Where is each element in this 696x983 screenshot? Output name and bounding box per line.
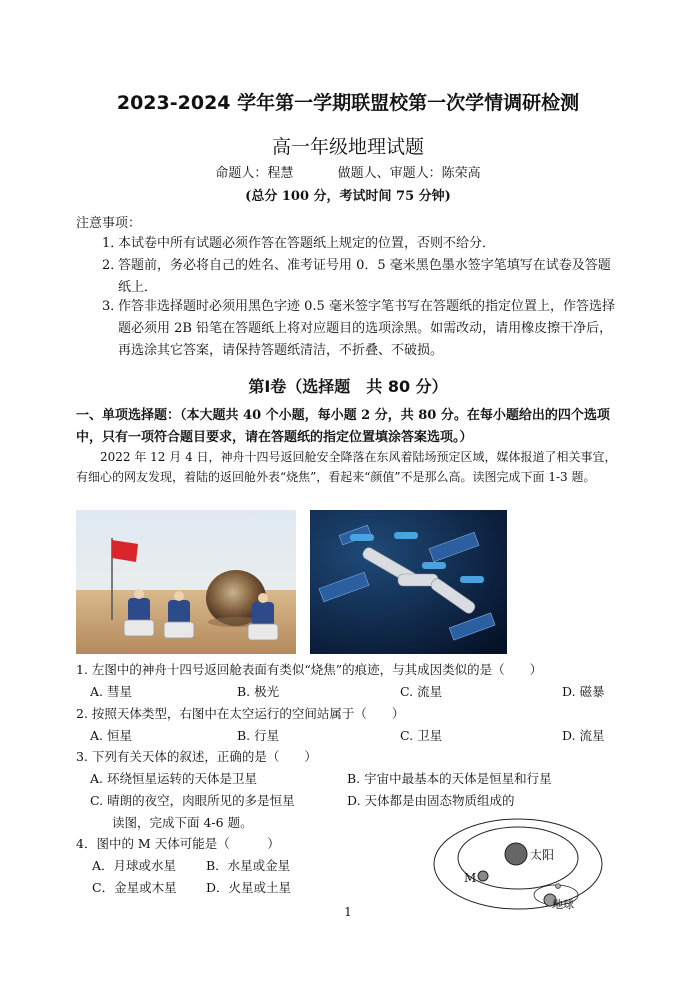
section-heading: 第Ⅰ卷（选择题 共 80 分）	[248, 377, 448, 396]
notice-item-num: 1．	[102, 236, 124, 251]
space-station-photo	[310, 510, 507, 654]
question-4: 4．图中的 M 天体可能是（ ）	[76, 836, 280, 851]
q1-option-d: D. 磁暴	[562, 684, 605, 699]
exam-subtitle: 高一年级地理试题	[271, 136, 424, 158]
earth-label: 地球	[552, 898, 574, 911]
notice-item-text: 本试卷中所有试题必须作答在答题纸上规定的位置，否则不给分．	[118, 236, 496, 251]
page-number: 1	[344, 905, 352, 919]
capsule-landing-photo	[76, 510, 296, 654]
sun-label: 太阳	[530, 848, 555, 862]
part-instructions: 一、单项选择题：（本大题共 40 个小题，每小题 2 分，共 80 分。在每小题给出的四个选项中，只有一项符合题目要求，请在答题纸的指定位置填涂答案选项。）	[76, 408, 610, 445]
q1-option-a: A. 彗星	[90, 684, 132, 699]
q4-option-d: D．火星或土星	[206, 880, 292, 895]
setter: 命题人：程慧	[215, 166, 294, 181]
q1-option-c: C. 流星	[400, 684, 443, 699]
q4-option-c: C．金星或木星	[92, 880, 177, 895]
question-3: 3. 下列有关天体的叙述，正确的是（ ）	[76, 749, 317, 764]
q3-option-a: A. 环绕恒星运转的天体是卫星	[90, 771, 257, 786]
reviewer: 做题人、审题人：陈荣高	[337, 166, 481, 181]
notice-item	[102, 255, 622, 299]
q2-option-d: D. 流星	[562, 728, 605, 743]
notice-item-num: 2．	[102, 258, 124, 273]
question-2: 2. 按照天体类型，右图中在太空运行的空间站属于（ ）	[76, 706, 405, 721]
q4-option-b: B．水星或金星	[206, 858, 291, 873]
q3-option-b: B. 宇宙中最基本的天体是恒星和行星	[347, 771, 552, 786]
q3-option-c: C. 晴朗的夜空，肉眼所见的多是恒星	[90, 793, 295, 808]
notice-item-text: 作答非选择题时必须用黑色字迹 0.5 毫米签字笔书写在答题纸的指定位置上，作答选择题必须用 2B 铅笔在答题纸上将对应题目的选项涂黑。如需改动，请用橡皮擦干净后，再选涂其它答案，请保持答题纸清洁，不折叠、不破损。	[118, 299, 615, 358]
reading-intro: 2022 年 12 月 4 日，神舟十四号返回舱安全降落在东风着陆场预定区域，媒体报道了相关事宜，有细心的网友发现，着陆的返回舱外表“烧焦”，看起来“颜值”不是那么高。读图完成下面 1-3 题。	[76, 450, 617, 484]
notice-heading: 注意事项：	[76, 216, 142, 231]
notice-item-text: 答题前，务必将自己的姓名、准考证号用 0．5 毫米黑色墨水签字笔填写在试卷及答题纸上．	[118, 258, 611, 295]
q2-option-a: A. 恒星	[90, 728, 132, 743]
notice-item	[102, 233, 622, 255]
authors-line	[0, 162, 696, 181]
notice-item	[102, 296, 622, 362]
total-score-note: (总分 100 分，考试时间 75 分钟)	[245, 189, 451, 204]
q2-option-b: B. 行星	[237, 728, 280, 743]
m-label: M	[464, 871, 477, 885]
q4-option-a: A．月球或水星	[92, 858, 177, 873]
reading-intro-2: 读图，完成下面 4-6 题。	[112, 815, 253, 830]
q2-option-c: C. 卫星	[400, 728, 443, 743]
notice-item-num: 3．	[102, 299, 124, 314]
q1-option-b: B. 极光	[237, 684, 280, 699]
question-1: 1. 左图中的神舟十四号返回舱表面有类似“烧焦”的痕迹，与其成因类似的是（ ）	[76, 662, 543, 677]
exam-title: 2023-2024 学年第一学期联盟校第一次学情调研检测	[116, 92, 580, 114]
q3-option-d: D. 天体都是由固态物质组成的	[347, 793, 515, 808]
